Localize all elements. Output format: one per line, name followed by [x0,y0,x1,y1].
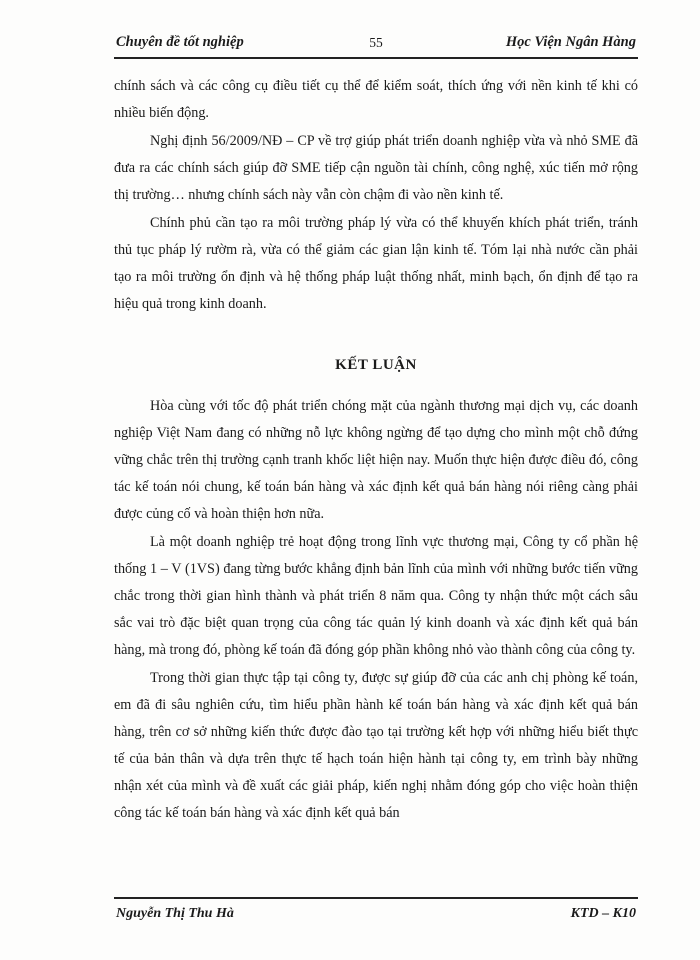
header-institution-name: Học Viện Ngân Hàng [505,34,636,50]
footer-author-name: Nguyễn Thị Thu Hà [116,906,234,921]
content-column [114,0,638,827]
body-paragraph: Trong thời gian thực tập tại công ty, được sự giúp đỡ của các anh chị phòng kế toán, em đã đi sâu nghiên cứu, tìm hiểu phần hành kế toán bán hàng và xác định kết quả bán hàng, trên cơ sở những kiến thức được đào tạo tại trường kết hợp với những hiểu biết thực tế của bản thân và dựa trên thực tế hạch toán hiện hành tại công ty, em trình bày những nhận xét của mình và đề xuất các giải pháp, kiến nghị nhằm đóng góp cho việc hoàn thiện công tác kế toán bán hàng và xác định kết quả bán [114,670,638,821]
body-paragraph: Là một doanh nghiệp trẻ hoạt động trong lĩnh vực thương mại, Công ty cổ phần hệ thống 1 – V (1VS) đang từng bước khẳng định bản lĩnh của mình với những bước tiến vững chắc trong thời gian hình thành và phát triển 8 năm qua. Công ty nhận thức một cách sâu sắc vai trò đặc biệt quan trọng của công tác quản lý kinh doanh và xác định kết quả bán hàng, mà trong đó, phòng kế toán đã đóng góp phần không nhỏ vào thành công của công ty. [114,534,638,658]
body-paragraph: Nghị định 56/2009/NĐ – CP về trợ giúp phát triển doanh nghiệp vừa và nhỏ SME đã đưa ra các chính sách giúp đỡ SME tiếp cận nguồn tài chính, công nghệ, xúc tiến mở rộng thị trường… nhưng chính sách này vẫn còn chậm đi vào nền kinh tế. [114,133,638,203]
section-heading-conclusion: KẾT LUẬN [335,357,417,373]
footer-class-code: KTD – K10 [570,906,636,921]
page-header [114,0,638,59]
page-footer [114,897,638,922]
body-paragraph: chính sách và các công cụ điều tiết cụ thể để kiểm soát, thích ứng với nền kinh tế khi có nhiều biến động. [114,78,638,121]
document-body [114,59,638,827]
body-paragraph: Chính phủ cần tạo ra môi trường pháp lý vừa có thể khuyến khích phát triển, tránh thủ tục pháp lý rườm rà, vừa có thể giảm các gian lận kinh tế. Tóm lại nhà nước cần phải tạo ra môi trường ổn định và hệ thống pháp luật thống nhất, minh bạch, ổn định để tạo ra hiệu quả trong kinh doanh. [114,215,638,312]
body-paragraph: Hòa cùng với tốc độ phát triển chóng mặt của ngành thương mại dịch vụ, các doanh nghiệp Việt Nam đang có những nỗ lực không ngừng để tạo dựng cho mình một chỗ đứng vững chắc trên thị trường cạnh tranh khốc liệt hiện nay. Muốn thực hiện được điều đó, công tác kế toán nói chung, kế toán bán hàng và xác định kết quả bán hàng nói riêng càng phải được củng cố và hoàn thiện hơn nữa. [114,398,638,522]
header-report-title: Chuyên đề tốt nghiệp [116,34,244,50]
page-number: 55 [369,35,383,50]
